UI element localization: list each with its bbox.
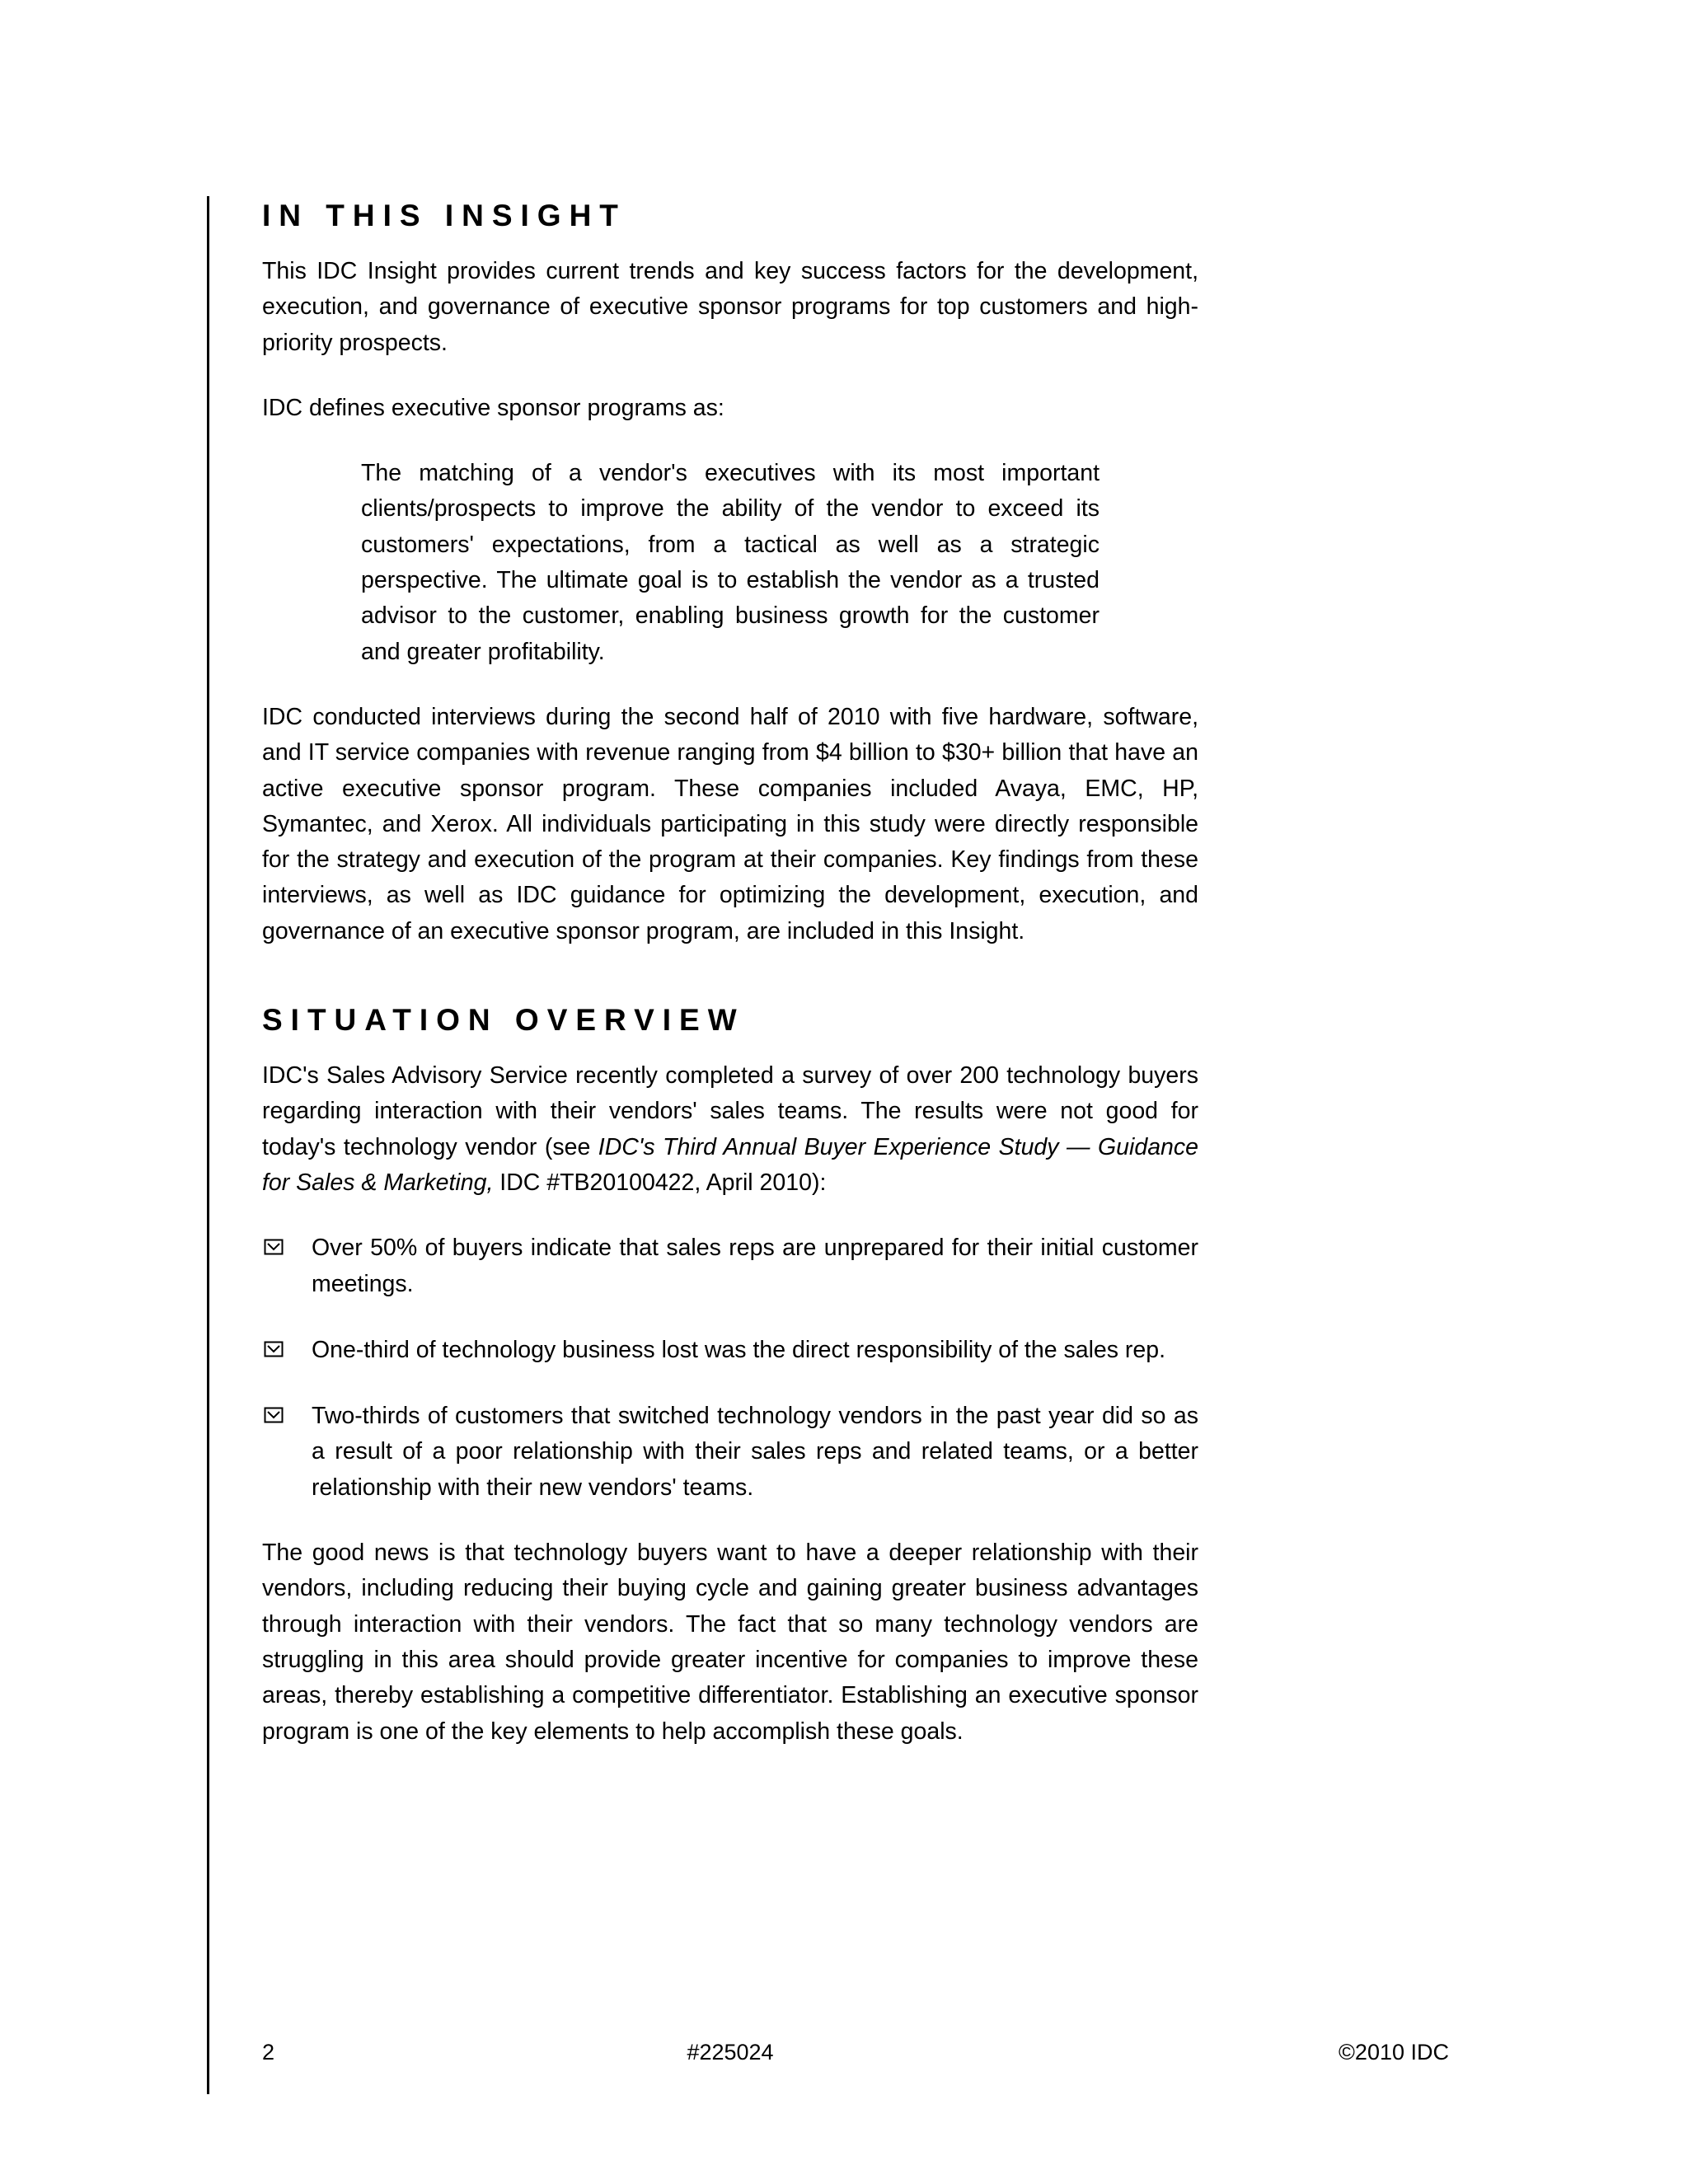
checkbox-bullet-icon xyxy=(264,1237,284,1257)
overview-paragraph-1-text: IDC's Sales Advisory Service recently completed a survey of over 200 technology buyers regarding interaction with their vendors' sales teams. The results were not good for today's technology vendor (see xyxy=(262,1062,1198,1160)
section-heading-in-this-insight: IN THIS INSIGHT xyxy=(262,199,626,232)
insight-paragraph-3: IDC conducted interviews during the second half of 2010 with five hardware, software, and IT service companies with revenue ranging from $4 billion to $30+ billion that have an active executive sponsor program. These companies included Avaya, EMC, HP, Symantec, and Xerox. All individuals participating in this study were directly responsible for the strategy and execution of the program at their companies. Key findings from these interviews, as well as IDC guidance for optimizing the development, execution, and governance of an executive sponsor program, are included in this Insight. xyxy=(262,703,1198,944)
copyright-notice: ©2010 IDC xyxy=(1339,2040,1449,2064)
findings-bullet-list xyxy=(262,1230,1198,1506)
margin-rule xyxy=(207,196,209,2094)
page-number: 2 xyxy=(262,2040,275,2064)
overview-paragraph-1 xyxy=(262,1058,1198,1201)
page-footer xyxy=(262,2036,1449,2069)
study-title-citation: IDC's Third Annual Buyer Experience Study — Guidance for Sales & Marketing, xyxy=(262,1133,1198,1196)
list-item xyxy=(262,1399,1198,1506)
insight-paragraph-1: This IDC Insight provides current trends and key success factors for the development, execution, and governance of executive sponsor programs for top customers and high-priority prospects. xyxy=(262,258,1198,356)
bullet-text: Two-thirds of customers that switched technology vendors in the past year did so as a result of a poor relationship with their sales reps and related teams, or a better relationship with their new vendors' teams. xyxy=(312,1403,1198,1501)
checkbox-bullet-icon xyxy=(264,1405,284,1425)
document-id: #225024 xyxy=(687,2040,774,2064)
bullet-text: One-third of technology business lost was the direct responsibility of the sales rep. xyxy=(312,1336,1166,1363)
list-item xyxy=(262,1333,1198,1368)
list-item xyxy=(262,1230,1198,1302)
overview-paragraph-1-tail: IDC #TB20100422, April 2010): xyxy=(493,1169,827,1196)
checkbox-bullet-icon xyxy=(264,1339,284,1359)
definition-blockquote: The matching of a vendor's executives with its most important clients/prospects to improve the ability of the vendor to exceed its customers' expectations, from a tactical as well as a strategic perspective. The ultimate goal is to establish the vendor as a trusted advisor to the customer, enabling business growth for the customer and greater profitability. xyxy=(361,460,1100,665)
insight-paragraph-2: IDC defines executive sponsor programs as: xyxy=(262,394,724,421)
section-heading-situation-overview: SITUATION OVERVIEW xyxy=(262,1003,745,1038)
overview-paragraph-2: The good news is that technology buyers want to have a deeper relationship with their vendors, including reducing their buying cycle and gaining greater business advantages through interaction with their vendors. The fact that so many technology vendors are struggling in this area should provide greater incentive for companies to improve these areas, thereby establishing a competitive differentiator. Establishing an executive sponsor program is one of the key elements to help accomplish these goals. xyxy=(262,1540,1198,1745)
bullet-text: Over 50% of buyers indicate that sales reps are unprepared for their initial customer meetings. xyxy=(312,1235,1198,1297)
document-body xyxy=(262,190,1198,1750)
